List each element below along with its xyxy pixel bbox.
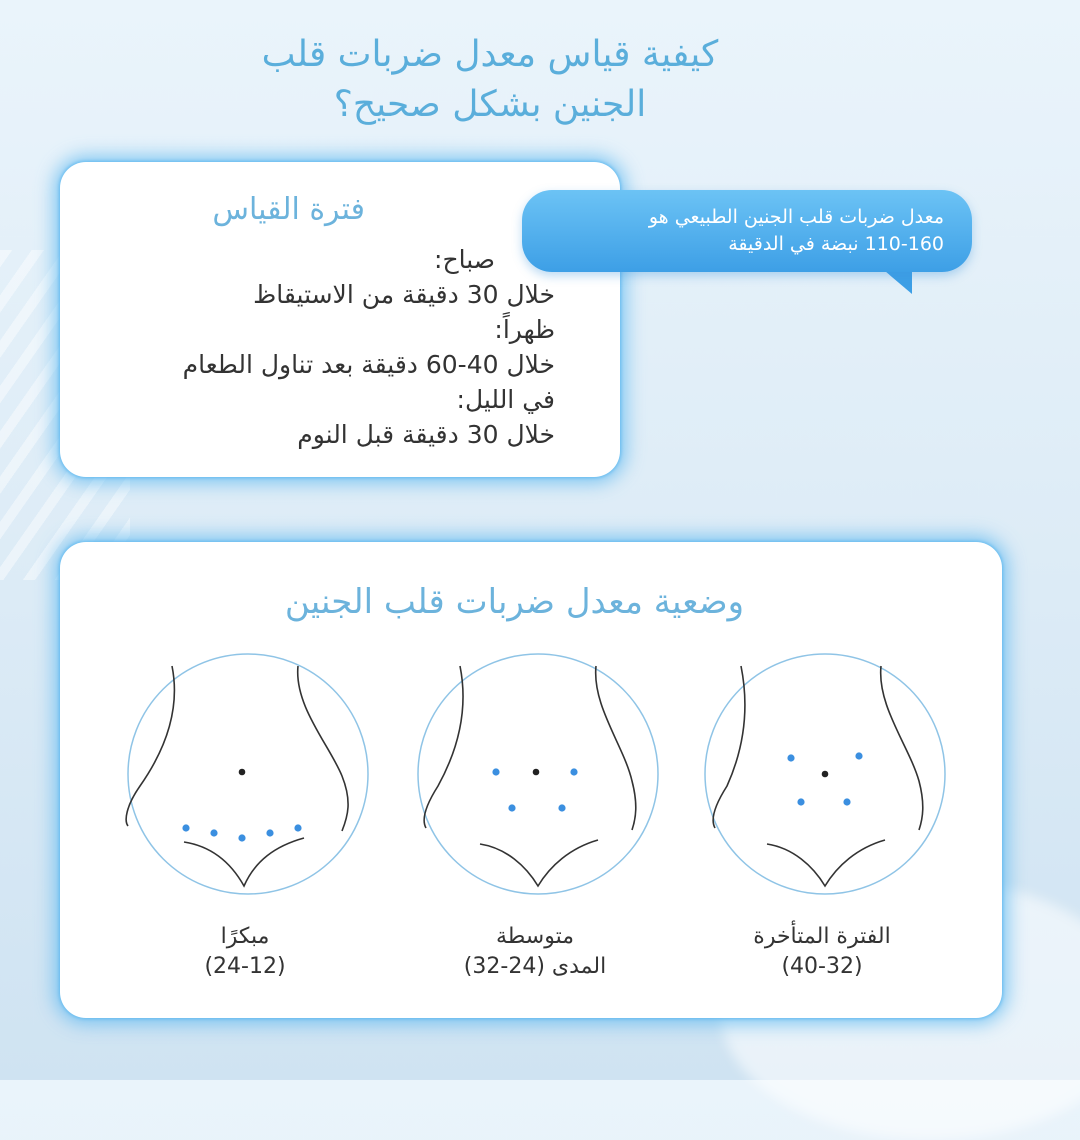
fetal-position-card — [60, 542, 1002, 1018]
right-waist-curve — [596, 666, 636, 830]
heartbeat-position-dot — [492, 768, 499, 775]
heartbeat-position-dot — [787, 754, 794, 761]
right-waist-curve — [881, 666, 923, 830]
late-stage-weeks: (40-32) — [781, 954, 863, 979]
heartbeat-position-dot — [266, 829, 273, 836]
heartbeat-position-dot — [558, 804, 565, 811]
page-title — [190, 30, 790, 130]
heartbeat-position-dot — [570, 768, 577, 775]
late-stage-name: الفترة المتأخرة — [753, 924, 891, 949]
heartbeat-position-dot — [238, 834, 245, 841]
left-waist-curve — [126, 666, 174, 826]
night-detail: خلال 30 دقيقة قبل النوم — [297, 420, 555, 449]
left-waist-curve — [424, 666, 463, 828]
fetal-position-heading: وضعية معدل ضربات قلب الجنين — [284, 582, 744, 622]
navel-dot — [533, 769, 540, 776]
groin-curve — [767, 840, 885, 886]
left-waist-curve — [713, 666, 745, 828]
navel-dot — [239, 769, 246, 776]
heartbeat-position-dot — [210, 829, 217, 836]
bubble-line-1: معدل ضربات قلب الجنين الطبيعي هو — [648, 206, 944, 228]
measurement-period-heading: فترة القياس — [212, 192, 365, 227]
right-waist-curve — [298, 666, 348, 831]
heartbeat-position-dot — [843, 798, 850, 805]
morning-detail: خلال 30 دقيقة من الاستيقاظ — [253, 280, 555, 309]
heartbeat-position-dot — [294, 824, 301, 831]
early-stage-name: مبكرًا — [220, 924, 270, 949]
early-stage-weeks: (24-12) — [204, 954, 286, 979]
belly-outline-circle — [128, 654, 368, 894]
bubble-line-2: 110-160 نبضة في الدقيقة — [728, 233, 944, 255]
mid-stage-weeks: المدى (24-32) — [463, 954, 607, 979]
early-stage-label — [115, 922, 375, 982]
mid-stage-diagram — [410, 646, 666, 902]
early-stage-diagram — [120, 646, 376, 902]
mid-stage-name: متوسطة — [495, 924, 575, 949]
late-stage-diagram — [697, 646, 953, 902]
groin-curve — [480, 840, 598, 886]
heartbeat-position-dot — [855, 752, 862, 759]
noon-detail: خلال 40-60 دقيقة بعد تناول الطعام — [182, 350, 555, 379]
heartbeat-position-dot — [797, 798, 804, 805]
night-label: في الليل: — [456, 385, 555, 414]
heartbeat-position-dot — [182, 824, 189, 831]
title-line-2: الجنين بشكل صحيح؟ — [333, 84, 647, 125]
noon-label: ظهراً: — [494, 315, 555, 344]
heart-rate-note — [544, 204, 944, 258]
heartbeat-position-dot — [508, 804, 515, 811]
title-line-1: كيفية قياس معدل ضربات قلب — [261, 34, 719, 75]
groin-curve — [184, 838, 304, 886]
measurement-period-list — [55, 242, 555, 452]
heart-rate-speech-bubble — [522, 190, 972, 272]
morning-label: صباح: — [434, 245, 495, 274]
late-stage-label — [692, 922, 952, 982]
mid-stage-label — [405, 922, 665, 982]
navel-dot — [822, 771, 829, 778]
